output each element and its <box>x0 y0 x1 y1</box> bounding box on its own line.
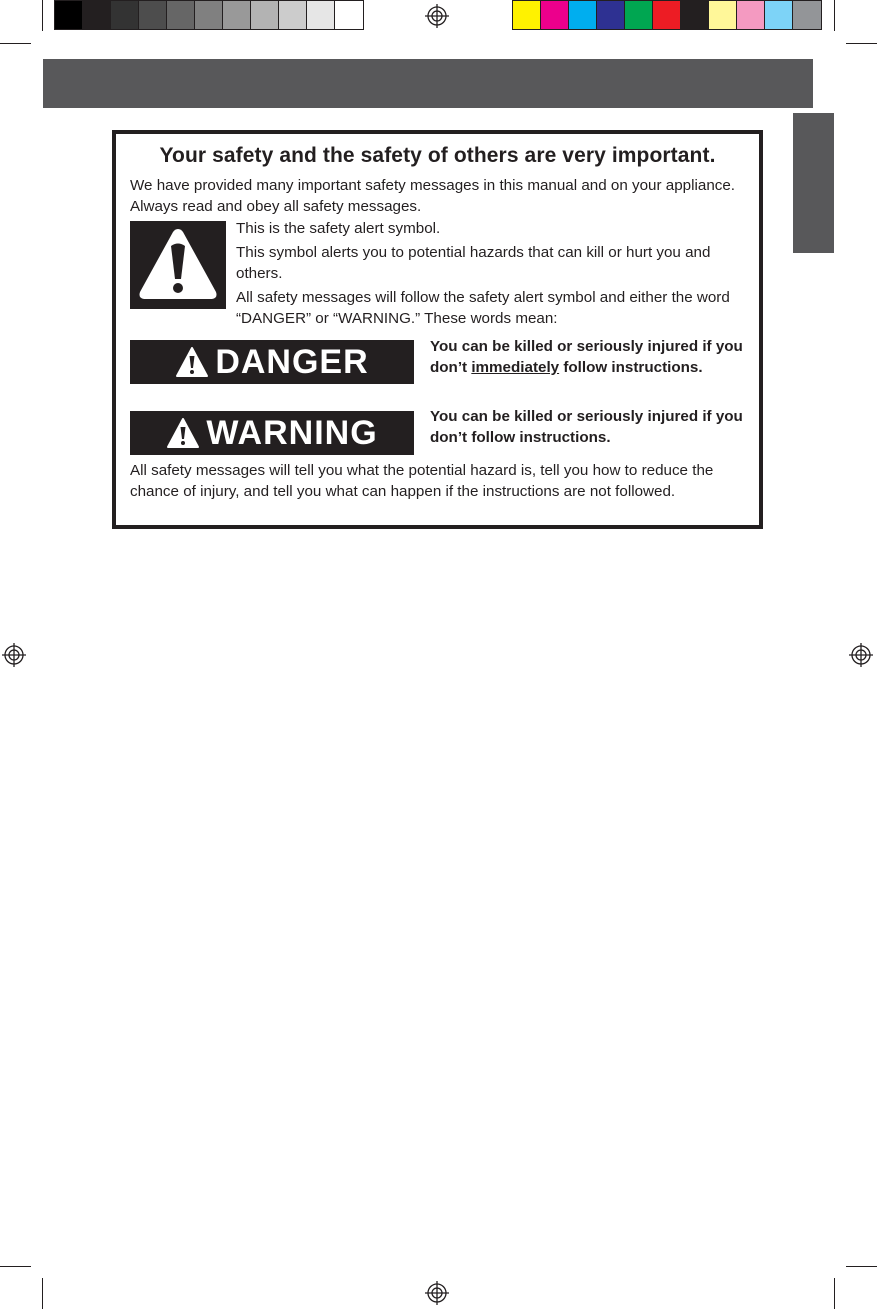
color-swatch <box>737 1 765 29</box>
color-swatch <box>335 1 363 29</box>
symbol-line: All safety messages will follow the safety alert symbol and either the word “DANGER” or “WARNING.” These words mean: <box>236 289 730 327</box>
safety-notice-box <box>112 130 763 529</box>
color-swatch <box>765 1 793 29</box>
warning-label: WARNING <box>206 413 378 452</box>
crop-mark <box>0 1266 31 1267</box>
crop-mark <box>846 1266 877 1267</box>
safety-intro: We have provided many important safety messages in this manual and on your appliance. Always read and obey all safety messages. <box>130 177 736 215</box>
color-swatch <box>307 1 335 29</box>
warning-signal-panel <box>130 411 414 455</box>
symbol-line: This is the safety alert symbol. <box>236 220 441 237</box>
color-swatch <box>625 1 653 29</box>
color-swatch <box>709 1 737 29</box>
crop-mark <box>834 1278 835 1309</box>
color-swatch <box>279 1 307 29</box>
registration-mark-icon <box>425 4 449 28</box>
safety-closing: All safety messages will tell you what the potential hazard is, tell you how to reduce the chance of injury, and tell you what can happen if the instructions are not followed. <box>130 462 714 500</box>
safety-alert-icon <box>175 346 209 378</box>
color-swatch <box>541 1 569 29</box>
color-swatch <box>111 1 139 29</box>
crop-mark <box>42 1278 43 1309</box>
color-swatch <box>139 1 167 29</box>
crop-mark <box>0 43 31 44</box>
crop-mark <box>834 0 835 31</box>
color-swatch <box>597 1 625 29</box>
color-swatch <box>513 1 541 29</box>
color-swatch <box>793 1 821 29</box>
crop-mark <box>846 43 877 44</box>
color-swatch <box>223 1 251 29</box>
registration-mark-icon <box>425 1281 449 1305</box>
warning-description: You can be killed or seriously injured if you don’t follow instructions. <box>430 408 743 446</box>
danger-description <box>430 336 750 378</box>
symbol-line: This symbol alerts you to potential hazards that can kill or hurt you and others. <box>236 244 711 282</box>
registration-mark-icon <box>849 643 873 667</box>
color-swatch <box>681 1 709 29</box>
color-swatch <box>55 1 83 29</box>
danger-emphasis: immediately <box>471 359 560 376</box>
alert-symbol-description <box>236 218 756 332</box>
color-swatch <box>195 1 223 29</box>
crop-mark <box>42 0 43 31</box>
danger-signal-panel <box>130 340 414 384</box>
grayscale-color-bar <box>54 0 364 30</box>
safety-title: Your safety and the safety of others are very important. <box>159 144 716 167</box>
safety-alert-icon <box>166 417 200 449</box>
section-header-band <box>43 59 813 108</box>
safety-alert-icon <box>130 221 226 309</box>
danger-label: DANGER <box>215 342 369 381</box>
process-color-bar <box>512 0 822 30</box>
color-swatch <box>167 1 195 29</box>
danger-text-part: follow instructions. <box>559 359 703 376</box>
color-swatch <box>83 1 111 29</box>
color-swatch <box>569 1 597 29</box>
color-swatch <box>251 1 279 29</box>
color-swatch <box>653 1 681 29</box>
language-side-tab <box>793 113 834 253</box>
danger-text-part: You can be killed or seriously injured if you don’t <box>430 338 743 376</box>
registration-mark-icon <box>2 643 26 667</box>
